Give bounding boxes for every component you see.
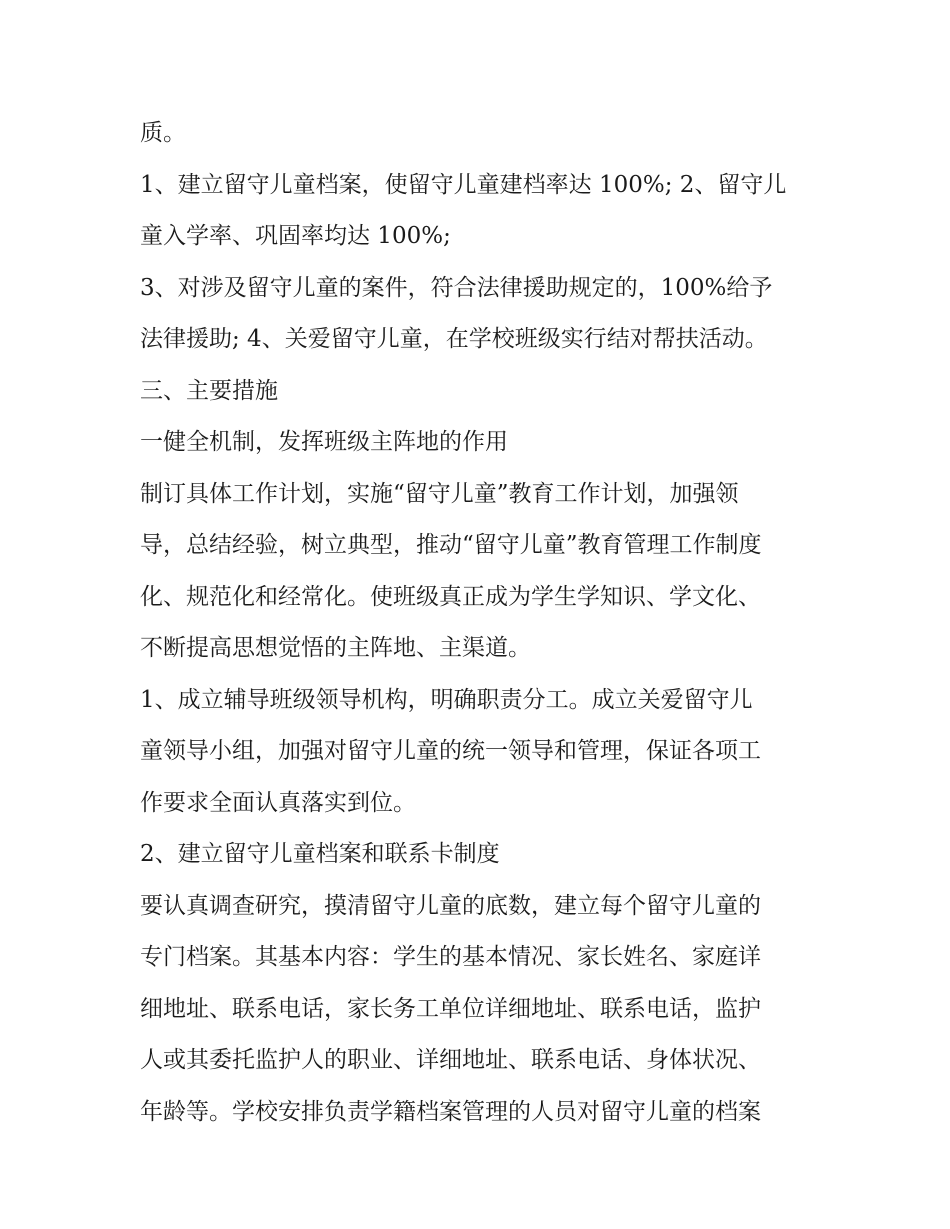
text-line: 法律援助; 4、关爱留守儿童，在学校班级实行结对帮扶活动。 — [140, 326, 768, 352]
text-line: 1、成立辅导班级领导机构，明确职责分工。成立关爱留守儿 — [140, 686, 753, 713]
text-line: 化、规范化和经常化。使班级真正成为学生学知识、学文化、 — [140, 583, 761, 610]
subsection-heading: 2、建立留守儿童档案和联系卡制度 — [140, 841, 500, 867]
text-line: 作要求全面认真落实到位。 — [140, 789, 416, 816]
document-body — [140, 108, 820, 1138]
section-heading: 三、主要措施 — [140, 377, 278, 404]
text-line: 童入学率、巩固率均达 100%; — [140, 223, 451, 249]
text-line: 质。 — [140, 120, 186, 146]
text-line: 年龄等。学校安排负责学籍档案管理的人员对留守儿童的档案 — [140, 1098, 761, 1125]
text-line: 人或其委托监护人的职业、详细地址、联系电话、身体状况、 — [140, 1047, 761, 1073]
text-line: 制订具体工作计划，实施“留守儿童”教育工作计划，加强领 — [140, 480, 739, 507]
text-line: 细地址、联系电话，家长务工单位详细地址、联系电话，监护 — [140, 995, 761, 1022]
subsection-heading: 一健全机制，发挥班级主阵地的作用 — [140, 429, 508, 455]
text-line: 导，总结经验，树立典型，推动“留守儿童”教育管理工作制度 — [140, 532, 762, 558]
text-line: 不断提高思想觉悟的主阵地、主渠道。 — [140, 635, 531, 661]
text-line: 要认真调查研究，摸清留守儿童的底数，建立每个留守儿童的 — [140, 892, 761, 919]
text-line: 专门档案。其基本内容：学生的基本情况、家长姓名、家庭详 — [140, 944, 761, 970]
text-line: 童领导小组，加强对留守儿童的统一领导和管理，保证各项工 — [140, 738, 761, 764]
text-line: 1、建立留守儿童档案，使留守儿童建档率达 100%; 2、留守儿 — [140, 171, 787, 198]
text-line: 3、对涉及留守儿童的案件，符合法律援助规定的，100%给予 — [140, 274, 773, 301]
